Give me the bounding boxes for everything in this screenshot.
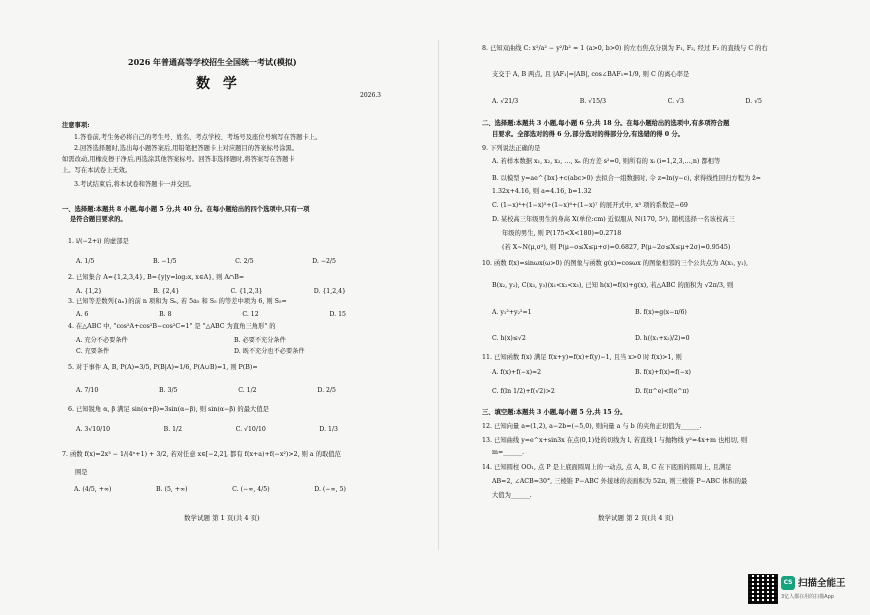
option-b: B. 必要不充分条件 [234,337,286,344]
option-a: A. 1/5 [76,258,95,265]
option-a: A. f(x)+f(−x)=2 [492,369,542,376]
question-stem-continued: B(x₂, y₂), C(x₃, y₃)(x₁<x₂<x₃), 已知 h(x)=f(x)+g(x), 若△ABC 的面积为 √2π/3, 则 [492,282,734,289]
question-stem: 12. 已知向量 a=(1,2), a−2b=(−5,0), 则向量 a 与 b 的夹角正切值为______. [482,423,702,430]
option-d: D. {1,2,4} [313,288,346,295]
exam-page-2 [440,0,870,615]
section-two-heading: 二、选择题:本题共 3 小题,每小题 6 分,共 18 分。在每小题给出的选项中,有多项符合题 [482,120,730,127]
question-stem-continued: 支交于 A, B 两点, 且 |AF₁|=|AB|, cos∠BAF₁=1/9, 则 C 的离心率是 [492,71,690,78]
question-stem: 8. 已知双曲线 C: x²/a² − y²/b² = 1 (a>0, b>0) 的左右焦点分别为 F₁, F₂, 经过 F₂ 的直线与 C 的右 [482,45,768,52]
section-two-heading: 目要求。全部选对的得 6 分,部分选对的得部分分,有选错的得 0 分。 [492,131,684,138]
option-a: A. 6 [76,311,89,318]
option-c: C. (1−x)⁴+(1−x)⁵+(1−x)⁶+(1−x)⁷ 的展开式中, x³ 项的系数是−69 [492,202,688,209]
option-d: D. f(π^e)<f(e^π) [635,388,689,395]
qr-code [748,574,778,604]
note-line: 如需改动,用橡皮擦干净后,再选涂其他答案标号。回答非选择题时,将答案写在答题卡 [62,156,295,163]
option-b: B. 1/2 [163,426,183,433]
option-a: A. (4/5, +∞) [74,486,112,493]
option-d: D. 2/5 [317,387,336,394]
note-line: 3.考试结束后,将本试卷和答题卡一并交回。 [74,181,196,188]
option-c: C. 充要条件 [76,348,110,355]
exam-date: 2026.3 [360,92,381,99]
question-stem: 7. 函数 f(x)=2x³ − 1/(4ˣ+1) + 3/2, 若对任意 x∈[−2,2], 都有 f(x+a)+f(−x²)>2, 则 a 的取值范 [62,451,341,458]
option-b-continued: 1.32x+4.16, 则 a=4.16, b=1.32 [492,188,592,195]
section-one-heading: 一、选择题:本题共 8 小题,每小题 5 分,共 40 分。在每小题给出的四个选项中,只有一项 [62,206,310,213]
answer-options [76,311,346,318]
option-d-continued: 年级的男生, 则 P(175<X<180)=0.2718 [502,230,622,237]
question-stem: 4. 在△ABC 中, "cos²A+cos²B−cos²C=1" 是 "△ABC 为直角三角形" 的 [68,323,276,330]
option-b: B. 以模型 y=ae^{bx}+c(abc>0) 去拟合一组数据时, 令 z=ln(y−c), 求得线性回归方程为 ẑ= [492,175,761,182]
question-stem: 10. 函数 f(x)=sinωx(ω>0) 的图象与函数 g(x)=cosωx 的图象相邻的三个公共点为 A(x₁, y₁), [482,260,748,267]
option-c: C. f(ln 1/2)+f(√2)>2 [492,388,555,395]
option-b: B. √15/3 [579,98,607,105]
question-stem: 1. i/(−2+i) 的虚部是 [68,238,129,245]
question-stem: 9. 下列说法正确的是 [482,145,541,152]
option-d: D. (−∞, 5) [314,486,346,493]
question-stem: 11. 已知函数 f(x) 满足 f(x+y)=f(x)+f(y)−1, 且当 x>0 时 f(x)>1, 则 [482,354,682,361]
camscanner-tagline: 3亿人都在用的扫描App [781,594,834,600]
option-b: B. f(x)=g(x−π/6) [635,309,687,316]
page-footer: 数学试题 第 2 页(共 4 页) [598,514,674,522]
option-b: B. −1/5 [152,258,177,265]
option-d: D. 1/3 [319,426,338,433]
option-a: A. y₁²+y₂²=1 [492,309,532,316]
option-d: D. 既不充分也不必要条件 [234,348,305,355]
option-d: D. √5 [745,98,762,105]
option-b: B. {2,4} [153,288,180,295]
option-c: C. {1,2,3} [230,288,263,295]
option-c: C. √3 [667,98,684,105]
option-a: A. 充分不必要条件 [76,337,128,344]
option-b: B. (5, +∞) [156,486,188,493]
answer-options [76,288,346,295]
note-line: 上。写在本试卷上无效。 [62,167,132,174]
option-c: C. 2/5 [235,258,254,265]
question-stem: 14. 已知圆柱 OO₁, 点 P 是上底面圆周上的一动点, 点 A, B, C 在下底面的圆周上, 且满足 [482,464,732,471]
notes-title: 注意事项: [62,122,90,129]
section-three-heading: 三、填空题:本题共 3 小题,每小题 5 分,共 15 分。 [482,409,627,416]
question-stem: 13. 已知曲线 y=e^x+sin3x 在点(0,1)处的切线为 l, 若直线 l 与抛物线 y²=4x+m 也相切, 则 [482,437,748,444]
option-a: A. 若样本数据 x₁, x₂, x₃, …, xₙ 的方差 s²=0, 则所有的 xᵢ (i=1,2,3,…,n) 都相等 [492,158,721,165]
question-stem: 5. 对于事件 A, B, P(A)=3/5, P(B|A)=1/6, P(A∪B)=1, 则 P(B)= [68,364,258,371]
option-a: A. {1,2} [76,288,103,295]
question-stem-continued: 大值为______. [492,492,532,499]
answer-options [76,387,336,394]
page-footer: 数学试题 第 1 页(共 4 页) [184,514,260,522]
question-stem: 6. 已知锐角 α, β 满足 sin(α+β)=3sin(α−β), 则 sin(α−β) 的最大值是 [68,406,269,413]
question-stem-continued: AB=2, ∠ACB=30°, 三棱锥 P−ABC 外接球的表面积为 52π, 则三棱锥 P−ABC 体积的最 [492,478,748,485]
option-b: B. f(x)+f(x)=f(−x) [635,369,691,376]
option-c: C. 1/2 [238,387,257,394]
option-c: C. √10/10 [235,426,266,433]
option-a: A. 3√10/10 [76,426,111,433]
exam-title: 2026 年普通高等学校招生全国统一考试(模拟) [128,57,297,67]
answer-options [74,486,346,493]
question-stem-continued: 围是 [75,469,88,476]
option-d: D. −2/5 [312,258,336,265]
option-d-note: (若 X~N(μ,σ²), 则 P(μ−σ≤X≤μ+σ)=0.6827, P(μ−2σ≤X≤μ+2σ)=0.9545) [502,244,731,251]
option-c: C. h(x)≤√2 [492,335,526,342]
camscanner-logo: CS [781,576,795,590]
camscanner-name: 扫描全能王 [798,578,846,589]
option-c: C. (−∞, 4/5) [232,486,270,493]
question-stem-continued: m=______. [492,449,525,456]
page-divider [438,40,439,550]
answer-options [76,258,336,265]
option-b: B. 8 [159,311,172,318]
option-d: D. 某校高三年级男生的身高 X(单位:cm) 近似服从 N(170, 5²), 随机选择一名该校高三 [492,216,735,223]
subject-title: 数 学 [196,76,241,92]
option-a: A. 7/10 [76,387,99,394]
option-c: C. 12 [242,311,259,318]
option-d: D. 15 [329,311,346,318]
option-a: A. √21/3 [492,98,519,105]
answer-options [76,426,338,433]
note-line: 2.回答选择题时,选出每小题答案后,用铅笔把答题卡上对应题目的答案标号涂黑。 [74,145,299,152]
option-b: B. 3/5 [159,387,178,394]
question-stem: 2. 已知集合 A={1,2,3,4}, B={y|y=log₂x, x∈A}, 则 A∩B= [68,274,245,281]
question-stem: 3. 已知等差数列{aₙ}的前 n 项和为 Sₙ, 若 5a₅ 和 S₅ 的等差中项为 6, 则 S₅= [68,298,287,305]
note-line: 1.答卷前,考生务必将自己的考生号、姓名、考点学校、考场号及座位号填写在答题卡上。 [74,134,322,141]
answer-options [492,98,762,105]
option-d: D. h((x₁+x₂)/2)=0 [635,335,690,342]
section-one-heading: 是符合题目要求的。 [70,216,127,223]
